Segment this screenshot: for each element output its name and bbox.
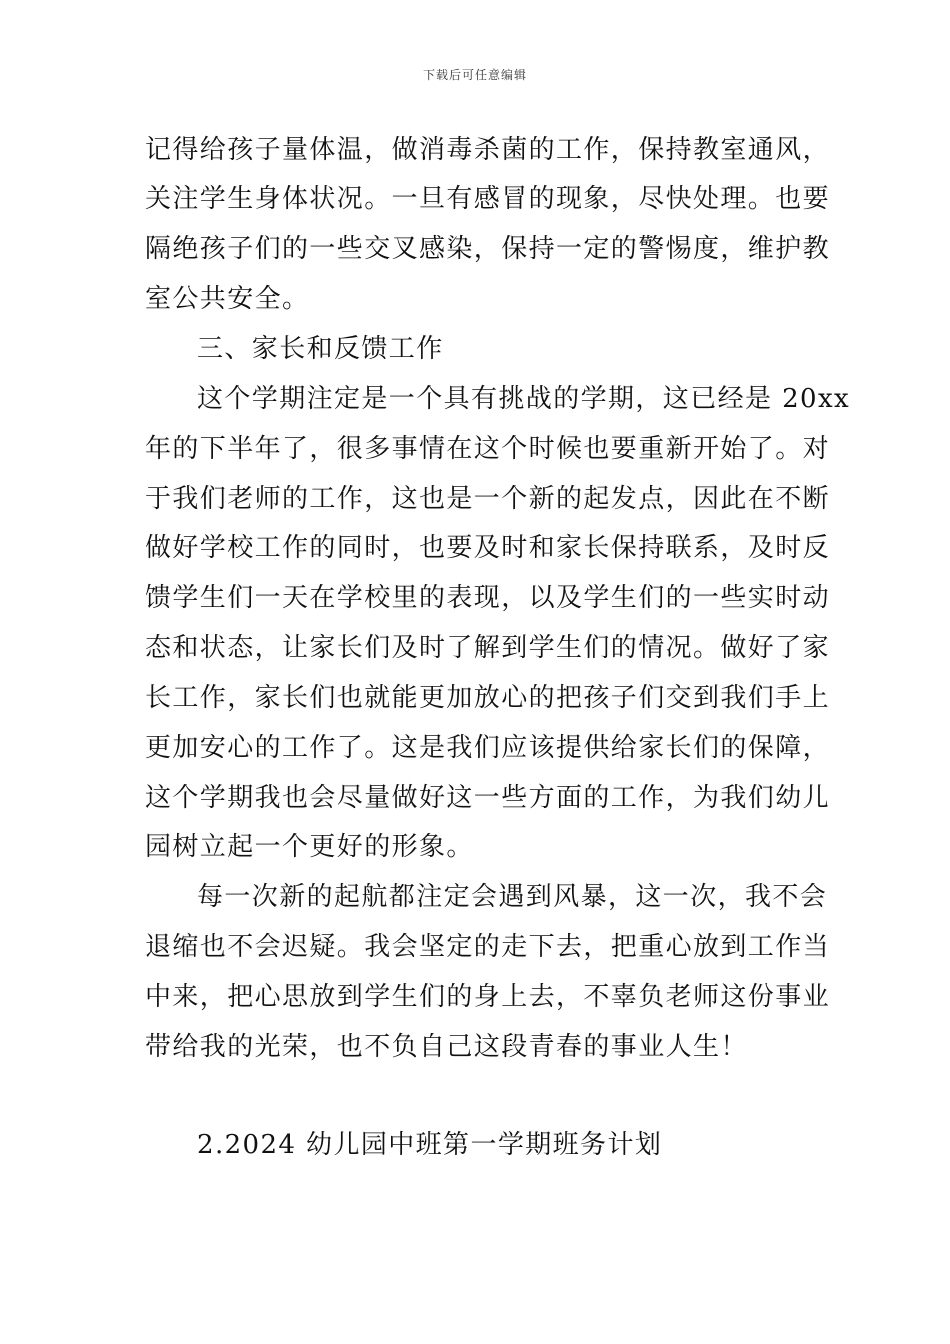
section-heading: 三、家长和反馈工作 (197, 334, 444, 364)
text-line: 做好学校工作的同时，也要及时和家长保持联系，及时反 (145, 533, 831, 563)
text-line: 关注学生身体状况。一旦有感冒的现象，尽快处理。也要 (145, 184, 831, 214)
text-line: 年的下半年了，很多事情在这个时候也要重新开始了。对 (145, 434, 831, 464)
text-line: 退缩也不会迟疑。我会坚定的走下去，把重心放到工作当 (145, 932, 831, 962)
text-line: 态和状态，让家长们及时了解到学生们的情况。做好了家 (145, 633, 831, 663)
text-line: 隔绝孩子们的一些交叉感染，保持一定的警惕度，维护教 (145, 234, 831, 264)
text-line: 这个学期我也会尽量做好这一些方面的工作，为我们幼儿 (145, 783, 831, 813)
text-line: 长工作，家长们也就能更加放心的把孩子们交到我们手上 (145, 683, 831, 713)
text-line: 馈学生们一天在学校里的表现，以及学生们的一些实时动 (145, 583, 831, 613)
text-line: 于我们老师的工作，这也是一个新的起发点，因此在不断 (145, 484, 831, 514)
text-line: 每一次新的起航都注定会遇到风暴，这一次，我不会 (197, 882, 828, 912)
text-line: 更加安心的工作了。这是我们应该提供给家长们的保障， (145, 733, 831, 763)
text-line: 园树立起一个更好的形象。 (145, 832, 474, 862)
text-line: 中来，把心思放到学生们的身上去，不辜负老师这份事业 (145, 982, 831, 1012)
section-title: 2.2024 幼儿园中班第一学期班务计划 (197, 1130, 663, 1160)
page-header: 下载后可任意编辑 (422, 68, 527, 82)
text-line: 这个学期注定是一个具有挑战的学期，这已经是 20xx (197, 384, 851, 414)
text-line: 带给我的光荣，也不负自己这段青春的事业人生！ (145, 1032, 748, 1062)
text-line: 记得给孩子量体温，做消毒杀菌的工作，保持教室通风， (145, 135, 831, 165)
text-line: 室公共安全。 (145, 284, 310, 314)
